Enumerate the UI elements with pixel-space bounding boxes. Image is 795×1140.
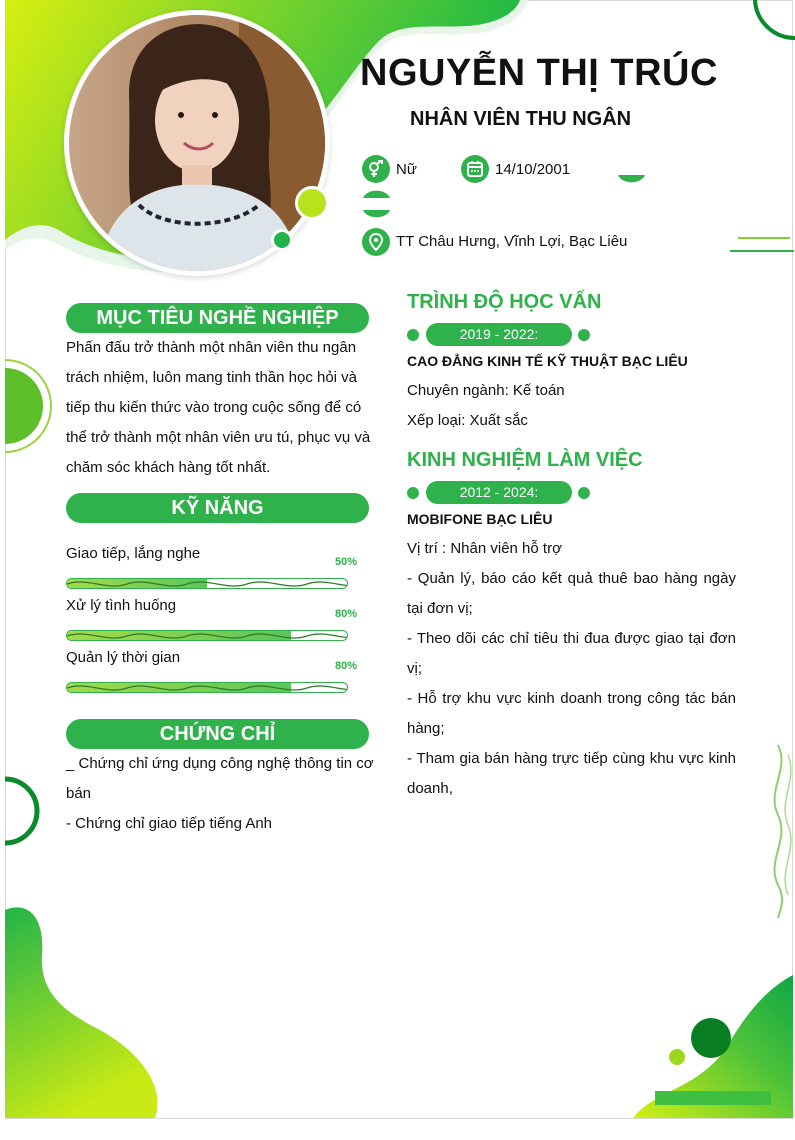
skill-percent: 80%: [335, 608, 358, 620]
education-major: Chuyên ngành: Kế toán: [407, 382, 565, 399]
objective-line: trách nhiệm, luôn mang tinh thần học hỏi và: [66, 369, 358, 386]
duty-item: - Tham gia bán hàng trực tiếp cùng khu vực kinh doanh,: [407, 750, 736, 797]
skill-bar: [66, 630, 348, 641]
left-ring-decoration: [0, 775, 45, 850]
job-title: NHÂN VIÊN THU NGÂN: [410, 108, 632, 130]
hidden-icon-fragment: [617, 155, 647, 185]
company-name: MOBIFONE BẠC LIÊU: [407, 511, 553, 527]
gender-icon: [362, 155, 390, 183]
timeline-dot: [578, 487, 590, 499]
skills-heading: KỸ NĂNG: [66, 493, 369, 523]
timeline-dot: [407, 487, 419, 499]
experience-period: 2012 - 2024:: [426, 481, 572, 504]
objective-line: Phấn đấu trở thành một nhân viên thu ngân: [66, 339, 357, 356]
skill-percent: 80%: [335, 660, 358, 672]
certificate-line: bán: [66, 785, 92, 802]
left-half-circle-decoration: [0, 356, 45, 456]
skill-percent: 50%: [335, 556, 358, 568]
duty-item: - Theo dõi các chỉ tiêu thi đua được giao tại đơn vị;: [407, 630, 736, 677]
certificates-text: [66, 749, 376, 839]
objective-line: thể trở thành một nhân viên ưu tú, phục vụ và: [66, 429, 371, 446]
experience-details: [407, 564, 736, 804]
top-right-ring-decoration: [750, 0, 795, 45]
objective-heading: MỤC TIÊU NGHỀ NGHIỆP: [66, 303, 369, 333]
birthdate-value: 14/10/2001: [495, 161, 571, 178]
duty-item: - Quản lý, báo cáo kết quả thuê bao hàng ngày tại đơn vị;: [407, 570, 736, 617]
address-value: TT Châu Hưng, Vĩnh Lợi, Bạc Liêu: [396, 233, 628, 250]
hidden-icon-fragment: [362, 190, 392, 220]
photo-accent-dot-small: [271, 229, 293, 251]
skill-label: Xử lý tình huống: [66, 597, 177, 614]
skill-label: Giao tiếp, lắng nghe: [66, 545, 201, 562]
timeline-dot: [578, 329, 590, 341]
full-name: NGUYỄN THỊ TRÚC: [360, 52, 718, 94]
timeline-dot: [407, 329, 419, 341]
skill-label: Quản lý thời gian: [66, 649, 181, 666]
objective-line: tiếp thu kiến thức vào trong cuộc sống để có: [66, 399, 362, 416]
skill-bar: [66, 578, 348, 589]
experience-position: Vị trí : Nhân viên hỗ trợ: [407, 540, 562, 557]
photo-accent-dot-large: [295, 186, 329, 220]
duty-item: - Hỗ trợ khu vực kinh doanh trong công tác bán hàng;: [407, 690, 736, 737]
calendar-icon: [461, 155, 489, 183]
bottom-right-blob-decoration: [625, 970, 795, 1120]
objective-line: chăm sóc khách hàng tốt nhất.: [66, 459, 271, 476]
certificates-heading: CHỨNG CHỈ: [66, 719, 369, 749]
certificate-line: - Chứng chỉ giao tiếp tiếng Anh: [66, 815, 273, 832]
gender-value: Nữ: [396, 161, 417, 178]
objective-text: [66, 333, 376, 483]
experience-heading: KINH NGHIỆM LÀM VIỆC: [407, 449, 643, 471]
certificate-line: _ Chứng chỉ ứng dụng công nghệ thông tin cơ: [66, 755, 374, 772]
education-heading: TRÌNH ĐỘ HỌC VẤN: [407, 291, 602, 313]
right-lines-decoration: [728, 235, 795, 255]
education-grade: Xếp loại: Xuất sắc: [407, 412, 528, 429]
right-wavy-lines-decoration: [768, 740, 795, 920]
skill-bar: [66, 682, 348, 693]
school-name: CAO ĐẲNG KINH TẾ KỸ THUẬT BẠC LIÊU: [407, 353, 688, 369]
education-period: 2019 - 2022:: [426, 323, 572, 346]
bottom-left-blob-decoration: [0, 900, 170, 1120]
location-pin-icon: [362, 228, 390, 256]
